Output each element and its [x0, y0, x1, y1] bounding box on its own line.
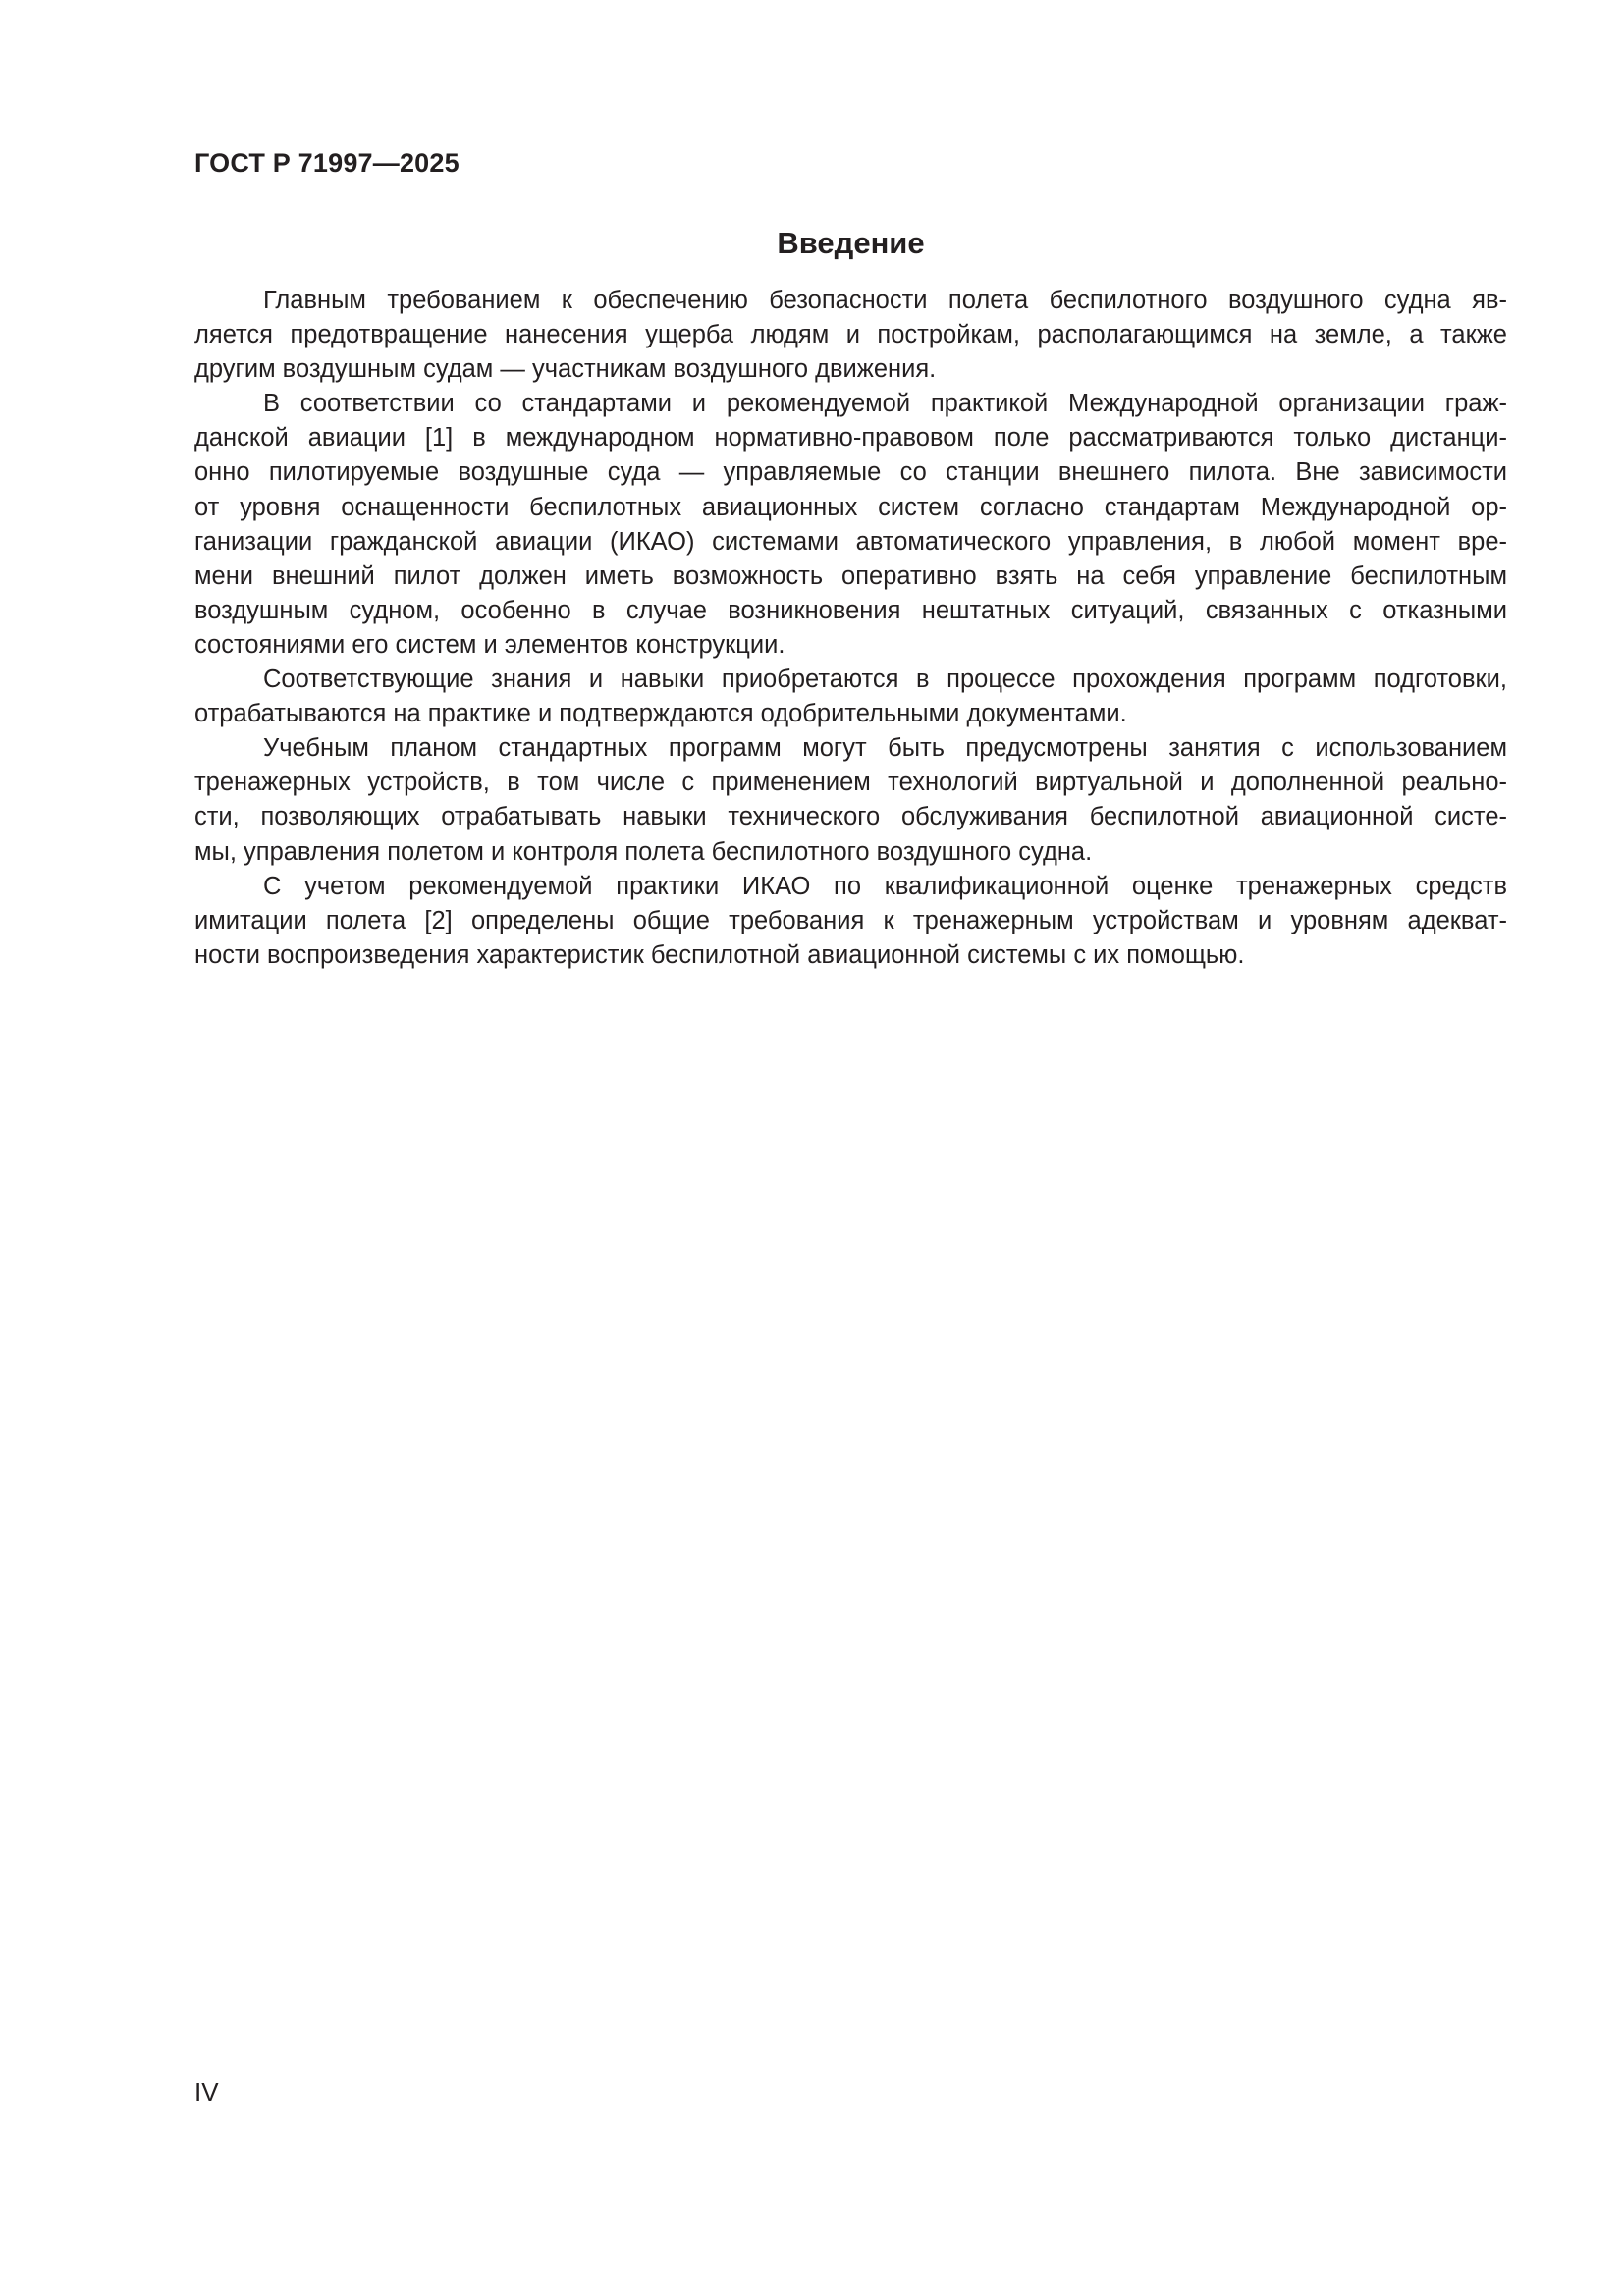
- text-line: ности воспроизведения характеристик беспилотной авиационной системы с их помощью.: [194, 940, 1245, 969]
- text-line: данской авиации [1] в международном нормативно-правовом поле рассматриваются только дистанци-: [194, 424, 1507, 453]
- text-line: мени внешний пилот должен иметь возможность оперативно взять на себя управление беспилотным: [194, 561, 1507, 590]
- paragraph-1: [194, 284, 1507, 387]
- text-line: от уровня оснащенности беспилотных авиационных систем согласно стандартам Международной ор-: [194, 493, 1507, 521]
- text-line: мы, управления полетом и контроля полета беспилотного воздушного судна.: [194, 837, 1093, 866]
- text-line: ляется предотвращение нанесения ущерба людям и постройкам, располагающимся на земле, а также: [194, 321, 1507, 349]
- section-title: Введение: [777, 226, 925, 260]
- text-line: состояниями его систем и элементов конструкции.: [194, 630, 785, 659]
- text-line: онно пилотируемые воздушные суда — управляемые со станции внешнего пилота. Вне зависимости: [194, 458, 1507, 487]
- text-line: сти, позволяющих отрабатывать навыки технического обслуживания беспилотной авиационной систе-: [194, 803, 1507, 831]
- text-line: тренажерных устройств, в том числе с применением технологий виртуальной и дополненной реально-: [194, 769, 1507, 797]
- paragraph-2: [194, 387, 1507, 663]
- paragraph-4: [194, 731, 1507, 869]
- text-line: имитации полета [2] определены общие требования к тренажерным устройствам и уровням адекват-: [194, 906, 1507, 934]
- text-line: отрабатываются на практике и подтверждаются одобрительными документами.: [194, 700, 1127, 728]
- introduction-body: [194, 284, 1507, 973]
- text-line: С учетом рекомендуемой практики ИКАО по квалификационной оценке тренажерных средств: [263, 872, 1507, 900]
- page-number: IV: [194, 2077, 219, 2107]
- text-line: Соответствующие знания и навыки приобретаются в процессе прохождения программ подготовки,: [263, 666, 1507, 694]
- text-line: Главным требованием к обеспечению безопасности полета беспилотного воздушного судна яв-: [263, 287, 1507, 314]
- paragraph-3: [194, 663, 1507, 731]
- text-line: другим воздушным судам — участникам воздушного движения.: [194, 355, 937, 384]
- document-code-header: ГОСТ Р 71997—2025: [194, 148, 460, 178]
- text-line: Учебным планом стандартных программ могут быть предусмотрены занятия с использованием: [263, 734, 1507, 763]
- text-line: В соответствии со стандартами и рекомендуемой практикой Международной организации граж-: [263, 390, 1507, 418]
- paragraph-5: [194, 870, 1507, 973]
- text-line: воздушным судном, особенно в случае возникновения нештатных ситуаций, связанных с отказными: [194, 596, 1507, 624]
- text-line: ганизации гражданской авиации (ИКАО) системами автоматического управления, в любой момент вре-: [194, 527, 1507, 556]
